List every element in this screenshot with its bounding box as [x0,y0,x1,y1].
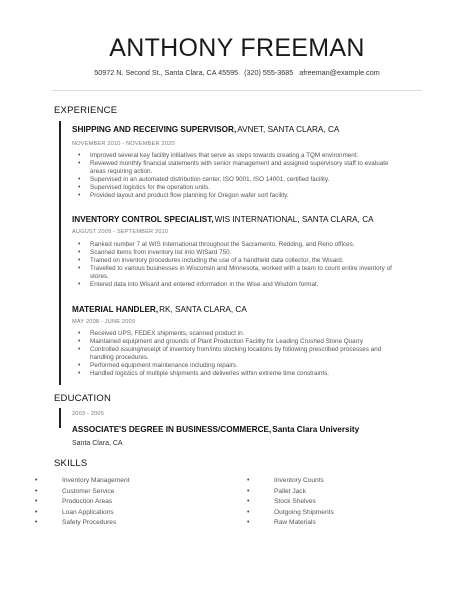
list-item: • Scanned items from inventory list into WISard 750. [72,249,402,257]
job-bullets-1 [72,152,402,199]
list-item: • Received UPS, FEDEX shipments, scanned product in. [72,330,402,338]
list-item: • Supervised logistics for the operation units. [72,184,402,192]
skill-item: • Safety Procedures [35,518,129,529]
job-role-1: SHIPPING AND RECEIVING SUPERVISOR, [72,125,237,134]
list-item: • Entered data into Wisard and entered information in the Wise and Wisdom format. [72,281,402,289]
contact-address: 50972 N. Second St., Santa Clara, CA 45595 [94,68,239,77]
education-timeline-line [59,408,61,428]
education-degree [72,425,359,434]
job-title-2 [72,215,374,224]
degree-name: ASSOCIATE'S DEGREE IN BUSINESS/COMMERCE, [72,425,272,434]
skill-item: • Loan Applications [35,508,129,519]
list-item: • Improved several key facility initiatives that serve as steps towards creating a TQM environment. [72,152,402,160]
job-role-2: INVENTORY CONTROL SPECIALIST, [72,215,214,224]
list-item: • Controlled issuing/receipt of inventory from/into stocking locations by following prescribed processes and handling procedures. [72,346,402,362]
skill-item: • Raw Materials [247,518,334,529]
contact-line [0,68,474,77]
list-item: • Supervised in an automated distribution center, ISO 9001, ISO 14001, certified facility. [72,176,402,184]
skill-item: • Inventory Management [35,476,129,487]
header-divider [52,90,422,91]
job-dates-3: MAY 2008 - JUNE 2009 [72,319,136,325]
job-company-3: RK, SANTA CLARA, CA [159,305,247,314]
job-bullets-3 [72,330,402,377]
job-company-2: WIS INTERNATIONAL, SANTA CLARA, CA [214,215,374,224]
education-dates: 2003 - 2005 [72,411,105,417]
contact-phone: (320) 555-3685 [244,68,294,77]
list-item: • Travelled to various businesses in Wisconsin and Minnesota, worked with a team to count entire inventory of stores. [72,265,402,281]
school-name: Santa Clara University [272,425,360,434]
skill-item: • Stock Shelves [247,497,334,508]
job-dates-2: AUGUST 2009 - SEPTEMBER 2010 [72,229,169,235]
job-company-1: AVNET, SANTA CLARA, CA [237,125,340,134]
job-dates-1: NOVEMBER 2010 - NOVEMBER 2020 [72,141,175,147]
experience-timeline-line [59,121,61,385]
job-bullets-2 [72,241,402,288]
candidate-name: ANTHONY FREEMAN [109,34,365,62]
skill-item: • Inventory Counts [247,476,334,487]
education-heading: EDUCATION [54,393,112,404]
list-item: • Performed equipment maintenance including repairs. [72,362,402,370]
skills-list-right [247,476,334,529]
job-title-3 [72,305,247,314]
job-title-1 [72,125,339,134]
list-item: • Ranked number 7 at WIS International throughout the Sacramento, Redding, and Reno offices. [72,241,402,249]
list-item: • Provided layout and product flow planning for Oregon wafer sort facility. [72,192,402,200]
list-item: • Trained on inventory procedures including the use of a handheld data collector, the Wisard. [72,257,402,265]
skill-item: • Production Areas [35,497,129,508]
list-item: • Reviewed monthly financial statements with senior management and assigned supervisory staff to evaluate areas requiring action. [72,160,402,176]
list-item: • Handled logistics of multiple shipments and deliveries within extreme time constraints. [72,370,402,378]
skill-item: • Outgoing Shipments [247,508,334,519]
list-item: • Maintained equipment and grounds of Plant Production Facility for Leading Crushed Stone Quarry [72,338,402,346]
experience-heading: EXPERIENCE [54,105,118,116]
job-role-3: MATERIAL HANDLER, [72,305,159,314]
education-location: Santa Clara, CA [72,440,123,447]
skill-item: • Customer Service [35,487,129,498]
skills-list-left [35,476,129,529]
skill-item: • Pallet Jack [247,487,334,498]
contact-email[interactable]: afreeman@example.com [299,68,380,77]
skills-heading: SKILLS [54,458,88,469]
